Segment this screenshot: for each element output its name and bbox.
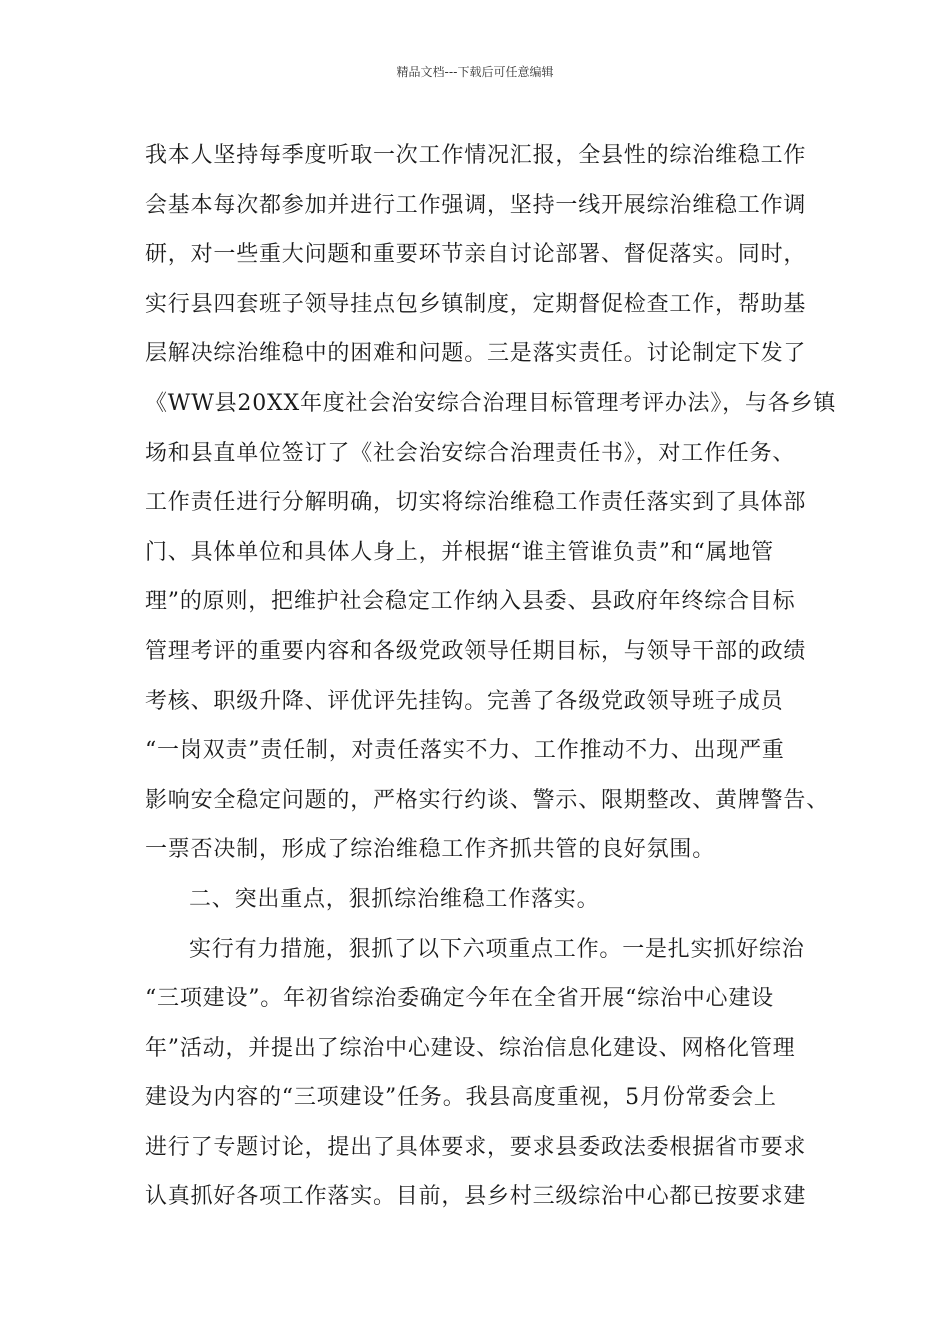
document-body bbox=[145, 131, 837, 1222]
text-line: “三项建设”。年初省综治委确定今年在全省开展“综治中心建设 bbox=[145, 986, 774, 1012]
text-line: 考核、职级升降、评优评先挂钩。完善了各级党政领导班子成员 bbox=[145, 688, 784, 714]
text-line: 实行有力措施，狠抓了以下六项重点工作。一是扎实抓好综治 bbox=[189, 936, 805, 962]
text-line: 影响安全稳定问题的，严格实行约谈、警示、限期整改、黄牌警告、 bbox=[145, 787, 830, 813]
text-line: 管理考评的重要内容和各级党政领导任期目标，与领导干部的政绩 bbox=[145, 638, 807, 664]
text-line: 研，对一些重大问题和重要环节亲自讨论部署、督促落实。同时， bbox=[145, 242, 807, 268]
text-line: 《WW县20XX年度社会治安综合治理目标管理考评办法》，与各乡镇 bbox=[145, 390, 837, 416]
text-line: 年”活动，并提出了综治中心建设、综治信息化建设、网格化管理 bbox=[145, 1035, 796, 1061]
text-line: 层解决综治维稳中的困难和问题。三是落实责任。讨论制定下发了 bbox=[145, 341, 807, 367]
text-line: 门、具体单位和具体人身上，并根据“谁主管谁负责”和“属地管 bbox=[145, 539, 774, 565]
text-line: 进行了专题讨论，提出了具体要求，要求县委政法委根据省市要求 bbox=[145, 1134, 807, 1160]
text-line: “一岗双责”责任制，对责任落实不力、工作推动不力、出现严重 bbox=[145, 738, 785, 764]
page-header: 精品文档---下载后可任意编辑 bbox=[396, 65, 554, 79]
text-line: 实行县四套班子领导挂点包乡镇制度，定期督促检查工作，帮助基 bbox=[145, 291, 807, 317]
text-line: 理”的原则，把维护社会稳定工作纳入县委、县政府年终综合目标 bbox=[145, 589, 796, 615]
text-line: 我本人坚持每季度听取一次工作情况汇报，全县性的综治维稳工作 bbox=[145, 143, 807, 168]
text-line: 会基本每次都参加并进行工作强调，坚持一线开展综治维稳工作调 bbox=[145, 192, 807, 218]
text-line: 工作责任进行分解明确，切实将综治维稳工作责任落实到了具体部 bbox=[145, 490, 807, 516]
text-line: 一票否决制，形成了综治维稳工作齐抓共管的良好氛围。 bbox=[145, 837, 716, 863]
text-line: 建设为内容的“三项建设”任务。我县高度重视，5月份常委会上 bbox=[145, 1085, 777, 1111]
text-line: 认真抓好各项工作落实。目前，县乡村三级综治中心都已按要求建 bbox=[145, 1184, 807, 1210]
section-heading: 二、突出重点，狠抓综治维稳工作落实。 bbox=[189, 886, 600, 912]
text-line: 场和县直单位签订了《社会治安综合治理责任书》，对工作任务、 bbox=[145, 440, 796, 466]
